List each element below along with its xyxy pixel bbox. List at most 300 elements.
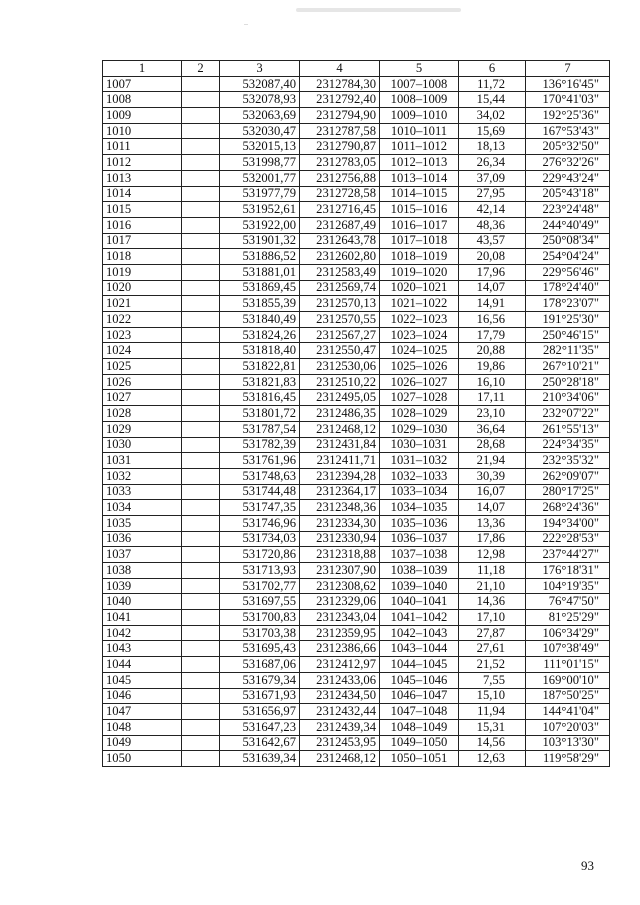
- cell-col-2: [182, 719, 220, 735]
- cell-point-number: 1042: [103, 625, 182, 641]
- cell-point-number: 1027: [103, 390, 182, 406]
- cell-length: 15,44: [459, 92, 526, 108]
- cell-length: 17,96: [459, 264, 526, 280]
- table-row: [103, 719, 610, 735]
- cell-segment: 1026–1027: [380, 374, 459, 390]
- table-row: [103, 170, 610, 186]
- cell-col-2: [182, 76, 220, 92]
- cell-bearing: 111°01'15": [526, 657, 610, 673]
- cell-y-coordinate: 2312468,12: [300, 421, 380, 437]
- cell-segment: 1044–1045: [380, 657, 459, 673]
- cell-segment: 1031–1032: [380, 453, 459, 469]
- cell-bearing: 280°17'25": [526, 484, 610, 500]
- cell-col-2: [182, 657, 220, 673]
- cell-segment: 1045–1046: [380, 672, 459, 688]
- table-row: [103, 500, 610, 516]
- cell-point-number: 1021: [103, 296, 182, 312]
- cell-segment: 1011–1012: [380, 139, 459, 155]
- cell-point-number: 1048: [103, 719, 182, 735]
- cell-point-number: 1008: [103, 92, 182, 108]
- cell-bearing: 187°50'25": [526, 688, 610, 704]
- cell-length: 12,98: [459, 547, 526, 563]
- cell-col-2: [182, 92, 220, 108]
- table-row: [103, 327, 610, 343]
- cell-length: 14,91: [459, 296, 526, 312]
- cell-point-number: 1015: [103, 202, 182, 218]
- cell-bearing: 107°38'49": [526, 641, 610, 657]
- cell-y-coordinate: 2312364,17: [300, 484, 380, 500]
- cell-y-coordinate: 2312583,49: [300, 264, 380, 280]
- cell-col-2: [182, 468, 220, 484]
- cell-point-number: 1012: [103, 155, 182, 171]
- cell-point-number: 1025: [103, 359, 182, 375]
- table-row: [103, 359, 610, 375]
- cell-length: 23,10: [459, 406, 526, 422]
- cell-length: 20,08: [459, 249, 526, 265]
- cell-x-coordinate: 531840,49: [220, 312, 300, 328]
- cell-x-coordinate: 531713,93: [220, 563, 300, 579]
- cell-segment: 1033–1034: [380, 484, 459, 500]
- cell-col-2: [182, 359, 220, 375]
- cell-point-number: 1016: [103, 217, 182, 233]
- cell-col-2: [182, 688, 220, 704]
- cell-point-number: 1022: [103, 312, 182, 328]
- cell-length: 21,94: [459, 453, 526, 469]
- cell-length: 30,39: [459, 468, 526, 484]
- cell-length: 48,36: [459, 217, 526, 233]
- cell-y-coordinate: 2312570,55: [300, 312, 380, 328]
- cell-length: 27,95: [459, 186, 526, 202]
- cell-col-2: [182, 515, 220, 531]
- cell-segment: 1009–1010: [380, 108, 459, 124]
- cell-bearing: 170°41'03": [526, 92, 610, 108]
- cell-point-number: 1034: [103, 500, 182, 516]
- cell-x-coordinate: 531679,34: [220, 672, 300, 688]
- cell-length: 37,09: [459, 170, 526, 186]
- cell-y-coordinate: 2312468,12: [300, 751, 380, 767]
- cell-length: 16,56: [459, 312, 526, 328]
- cell-y-coordinate: 2312602,80: [300, 249, 380, 265]
- cell-y-coordinate: 2312550,47: [300, 343, 380, 359]
- cell-y-coordinate: 2312359,95: [300, 625, 380, 641]
- cell-length: 17,79: [459, 327, 526, 343]
- cell-y-coordinate: 2312567,27: [300, 327, 380, 343]
- cell-x-coordinate: 531744,48: [220, 484, 300, 500]
- cell-segment: 1048–1049: [380, 719, 459, 735]
- cell-bearing: 178°24'40": [526, 280, 610, 296]
- cell-y-coordinate: 2312643,78: [300, 233, 380, 249]
- table-row: [103, 139, 610, 155]
- cell-bearing: 229°56'46": [526, 264, 610, 280]
- cell-y-coordinate: 2312343,04: [300, 610, 380, 626]
- cell-point-number: 1039: [103, 578, 182, 594]
- cell-segment: 1039–1040: [380, 578, 459, 594]
- cell-bearing: 254°04'24": [526, 249, 610, 265]
- cell-x-coordinate: 531821,83: [220, 374, 300, 390]
- cell-x-coordinate: 531697,55: [220, 594, 300, 610]
- cell-bearing: 276°32'26": [526, 155, 610, 171]
- cell-y-coordinate: 2312412,97: [300, 657, 380, 673]
- cell-point-number: 1029: [103, 421, 182, 437]
- cell-bearing: 224°34'35": [526, 437, 610, 453]
- cell-segment: 1041–1042: [380, 610, 459, 626]
- table-row: [103, 594, 610, 610]
- table-row: [103, 610, 610, 626]
- cell-bearing: 119°58'29": [526, 751, 610, 767]
- cell-y-coordinate: 2312569,74: [300, 280, 380, 296]
- cell-bearing: 178°23'07": [526, 296, 610, 312]
- cell-bearing: 232°07'22": [526, 406, 610, 422]
- cell-col-2: [182, 123, 220, 139]
- cell-length: 21,10: [459, 578, 526, 594]
- cell-col-2: [182, 108, 220, 124]
- cell-length: 13,36: [459, 515, 526, 531]
- cell-x-coordinate: 531869,45: [220, 280, 300, 296]
- table-header-row: [103, 61, 610, 77]
- cell-bearing: 107°20'03": [526, 719, 610, 735]
- cell-y-coordinate: 2312432,44: [300, 704, 380, 720]
- cell-y-coordinate: 2312411,71: [300, 453, 380, 469]
- cell-point-number: 1019: [103, 264, 182, 280]
- cell-x-coordinate: 531702,77: [220, 578, 300, 594]
- cell-length: 20,88: [459, 343, 526, 359]
- cell-length: 7,55: [459, 672, 526, 688]
- cell-col-2: [182, 704, 220, 720]
- table-row: [103, 735, 610, 751]
- cell-point-number: 1018: [103, 249, 182, 265]
- cell-length: 17,11: [459, 390, 526, 406]
- cell-segment: 1012–1013: [380, 155, 459, 171]
- cell-y-coordinate: 2312495,05: [300, 390, 380, 406]
- table-body: [103, 76, 610, 766]
- cell-length: 15,10: [459, 688, 526, 704]
- cell-x-coordinate: 532001,77: [220, 170, 300, 186]
- cell-point-number: 1023: [103, 327, 182, 343]
- cell-point-number: 1044: [103, 657, 182, 673]
- cell-col-2: [182, 453, 220, 469]
- cell-col-2: [182, 390, 220, 406]
- cell-col-2: [182, 233, 220, 249]
- cell-y-coordinate: 2312486,35: [300, 406, 380, 422]
- cell-segment: 1029–1030: [380, 421, 459, 437]
- cell-bearing: 205°43'18": [526, 186, 610, 202]
- cell-col-2: [182, 264, 220, 280]
- cell-bearing: 244°40'49": [526, 217, 610, 233]
- cell-point-number: 1020: [103, 280, 182, 296]
- cell-point-number: 1040: [103, 594, 182, 610]
- cell-y-coordinate: 2312308,62: [300, 578, 380, 594]
- cell-length: 28,68: [459, 437, 526, 453]
- cell-point-number: 1028: [103, 406, 182, 422]
- cell-col-2: [182, 437, 220, 453]
- cell-point-number: 1010: [103, 123, 182, 139]
- cell-bearing: 268°24'36": [526, 500, 610, 516]
- cell-segment: 1013–1014: [380, 170, 459, 186]
- cell-x-coordinate: 532087,40: [220, 76, 300, 92]
- table-row: [103, 280, 610, 296]
- cell-length: 11,18: [459, 563, 526, 579]
- cell-col-2: [182, 625, 220, 641]
- page-number: 93: [581, 858, 594, 873]
- cell-y-coordinate: 2312716,45: [300, 202, 380, 218]
- cell-x-coordinate: 531822,81: [220, 359, 300, 375]
- cell-col-2: [182, 735, 220, 751]
- cell-col-2: [182, 249, 220, 265]
- cell-y-coordinate: 2312728,58: [300, 186, 380, 202]
- cell-y-coordinate: 2312784,30: [300, 76, 380, 92]
- table-row: [103, 468, 610, 484]
- cell-x-coordinate: 531824,26: [220, 327, 300, 343]
- table-row: [103, 202, 610, 218]
- cell-x-coordinate: 531922,00: [220, 217, 300, 233]
- cell-y-coordinate: 2312453,95: [300, 735, 380, 751]
- table-row: [103, 547, 610, 563]
- cell-x-coordinate: 531639,34: [220, 751, 300, 767]
- cell-bearing: 194°34'00": [526, 515, 610, 531]
- cell-bearing: 205°32'50": [526, 139, 610, 155]
- cell-length: 14,36: [459, 594, 526, 610]
- cell-segment: 1049–1050: [380, 735, 459, 751]
- cell-segment: 1040–1041: [380, 594, 459, 610]
- cell-bearing: 176°18'31": [526, 563, 610, 579]
- cell-col-2: [182, 202, 220, 218]
- cell-bearing: 261°55'13": [526, 421, 610, 437]
- cell-segment: 1042–1043: [380, 625, 459, 641]
- cell-bearing: 106°34'29": [526, 625, 610, 641]
- cell-length: 11,72: [459, 76, 526, 92]
- cell-x-coordinate: 532063,69: [220, 108, 300, 124]
- cell-length: 27,87: [459, 625, 526, 641]
- cell-point-number: 1047: [103, 704, 182, 720]
- cell-col-2: [182, 531, 220, 547]
- cell-bearing: 223°24'48": [526, 202, 610, 218]
- cell-x-coordinate: 531977,79: [220, 186, 300, 202]
- cell-segment: 1046–1047: [380, 688, 459, 704]
- header-col-4: 4: [300, 61, 380, 77]
- cell-length: 42,14: [459, 202, 526, 218]
- cell-x-coordinate: 531734,03: [220, 531, 300, 547]
- cell-length: 18,13: [459, 139, 526, 155]
- cell-point-number: 1035: [103, 515, 182, 531]
- header-col-7: 7: [526, 61, 610, 77]
- cell-segment: 1015–1016: [380, 202, 459, 218]
- cell-x-coordinate: 531998,77: [220, 155, 300, 171]
- cell-col-2: [182, 594, 220, 610]
- cell-bearing: 76°47'50": [526, 594, 610, 610]
- table-row: [103, 374, 610, 390]
- cell-bearing: 103°13'30": [526, 735, 610, 751]
- cell-length: 12,63: [459, 751, 526, 767]
- cell-x-coordinate: 531642,67: [220, 735, 300, 751]
- cell-segment: 1020–1021: [380, 280, 459, 296]
- table-row: [103, 123, 610, 139]
- cell-segment: 1021–1022: [380, 296, 459, 312]
- cell-length: 16,07: [459, 484, 526, 500]
- cell-bearing: 229°43'24": [526, 170, 610, 186]
- cell-length: 19,86: [459, 359, 526, 375]
- cell-bearing: 262°09'07": [526, 468, 610, 484]
- cell-point-number: 1026: [103, 374, 182, 390]
- cell-bearing: 210°34'06": [526, 390, 610, 406]
- table-row: [103, 186, 610, 202]
- cell-bearing: 104°19'35": [526, 578, 610, 594]
- cell-col-2: [182, 374, 220, 390]
- cell-y-coordinate: 2312687,49: [300, 217, 380, 233]
- cell-y-coordinate: 2312790,87: [300, 139, 380, 155]
- cell-col-2: [182, 155, 220, 171]
- cell-x-coordinate: 531720,86: [220, 547, 300, 563]
- cell-length: 15,31: [459, 719, 526, 735]
- header-smudge: [296, 8, 461, 12]
- cell-bearing: 250°08'34": [526, 233, 610, 249]
- cell-y-coordinate: 2312783,05: [300, 155, 380, 171]
- cell-x-coordinate: 531671,93: [220, 688, 300, 704]
- cell-col-2: [182, 641, 220, 657]
- cell-length: 36,64: [459, 421, 526, 437]
- cell-point-number: 1032: [103, 468, 182, 484]
- cell-length: 14,07: [459, 280, 526, 296]
- header-col-2: 2: [182, 61, 220, 77]
- cell-x-coordinate: 531901,32: [220, 233, 300, 249]
- cell-col-2: [182, 170, 220, 186]
- table-row: [103, 233, 610, 249]
- cell-x-coordinate: 531687,06: [220, 657, 300, 673]
- table-row: [103, 515, 610, 531]
- cell-col-2: [182, 406, 220, 422]
- cell-point-number: 1030: [103, 437, 182, 453]
- cell-bearing: 167°53'43": [526, 123, 610, 139]
- cell-x-coordinate: 531747,35: [220, 500, 300, 516]
- cell-point-number: 1037: [103, 547, 182, 563]
- cell-bearing: 169°00'10": [526, 672, 610, 688]
- table-row: [103, 108, 610, 124]
- cell-y-coordinate: 2312787,58: [300, 123, 380, 139]
- cell-x-coordinate: 531787,54: [220, 421, 300, 437]
- table-row: [103, 343, 610, 359]
- cell-segment: 1022–1023: [380, 312, 459, 328]
- cell-point-number: 1043: [103, 641, 182, 657]
- cell-y-coordinate: 2312434,50: [300, 688, 380, 704]
- cell-segment: 1010–1011: [380, 123, 459, 139]
- cell-x-coordinate: 531816,45: [220, 390, 300, 406]
- cell-y-coordinate: 2312348,36: [300, 500, 380, 516]
- table-row: [103, 437, 610, 453]
- cell-col-2: [182, 610, 220, 626]
- cell-length: 16,10: [459, 374, 526, 390]
- cell-bearing: 237°44'27": [526, 547, 610, 563]
- cell-col-2: [182, 484, 220, 500]
- table-row: [103, 625, 610, 641]
- cell-segment: 1019–1020: [380, 264, 459, 280]
- cell-col-2: [182, 139, 220, 155]
- cell-length: 27,61: [459, 641, 526, 657]
- table-row: [103, 390, 610, 406]
- cell-x-coordinate: 531647,23: [220, 719, 300, 735]
- cell-y-coordinate: 2312510,22: [300, 374, 380, 390]
- cell-segment: 1030–1031: [380, 437, 459, 453]
- cell-point-number: 1009: [103, 108, 182, 124]
- table-row: [103, 406, 610, 422]
- cell-segment: 1008–1009: [380, 92, 459, 108]
- cell-segment: 1050–1051: [380, 751, 459, 767]
- cell-length: 17,86: [459, 531, 526, 547]
- cell-length: 26,34: [459, 155, 526, 171]
- table-row: [103, 296, 610, 312]
- table-row: [103, 217, 610, 233]
- cell-x-coordinate: 531748,63: [220, 468, 300, 484]
- cell-length: 21,52: [459, 657, 526, 673]
- cell-point-number: 1024: [103, 343, 182, 359]
- cell-segment: 1032–1033: [380, 468, 459, 484]
- cell-bearing: 267°10'21": [526, 359, 610, 375]
- header-col-5: 5: [380, 61, 459, 77]
- table-row: [103, 484, 610, 500]
- table-row: [103, 531, 610, 547]
- cell-col-2: [182, 672, 220, 688]
- table-row: [103, 704, 610, 720]
- cell-x-coordinate: 531761,96: [220, 453, 300, 469]
- cell-x-coordinate: 531656,97: [220, 704, 300, 720]
- cell-x-coordinate: 531700,83: [220, 610, 300, 626]
- header-col-6: 6: [459, 61, 526, 77]
- cell-bearing: 136°16'45": [526, 76, 610, 92]
- cell-y-coordinate: 2312330,94: [300, 531, 380, 547]
- table-row: [103, 657, 610, 673]
- cell-bearing: 250°28'18": [526, 374, 610, 390]
- cell-point-number: 1038: [103, 563, 182, 579]
- cell-x-coordinate: 531703,38: [220, 625, 300, 641]
- cell-y-coordinate: 2312792,40: [300, 92, 380, 108]
- cell-y-coordinate: 2312530,06: [300, 359, 380, 375]
- cell-segment: 1047–1048: [380, 704, 459, 720]
- cell-length: 14,56: [459, 735, 526, 751]
- table-row: [103, 453, 610, 469]
- cell-x-coordinate: 531855,39: [220, 296, 300, 312]
- cell-bearing: 250°46'15": [526, 327, 610, 343]
- cell-point-number: 1036: [103, 531, 182, 547]
- cell-segment: 1028–1029: [380, 406, 459, 422]
- cell-col-2: [182, 296, 220, 312]
- cell-segment: 1023–1024: [380, 327, 459, 343]
- scan-speck: [244, 24, 248, 25]
- cell-segment: 1034–1035: [380, 500, 459, 516]
- table-row: [103, 92, 610, 108]
- table-row: [103, 249, 610, 265]
- cell-bearing: 191°25'30": [526, 312, 610, 328]
- cell-segment: 1025–1026: [380, 359, 459, 375]
- cell-length: 17,10: [459, 610, 526, 626]
- cell-length: 34,02: [459, 108, 526, 124]
- cell-segment: 1014–1015: [380, 186, 459, 202]
- cell-bearing: 144°41'04": [526, 704, 610, 720]
- cell-y-coordinate: 2312433,06: [300, 672, 380, 688]
- table-row: [103, 751, 610, 767]
- cell-segment: 1027–1028: [380, 390, 459, 406]
- table-row: [103, 312, 610, 328]
- cell-x-coordinate: 531818,40: [220, 343, 300, 359]
- cell-segment: 1036–1037: [380, 531, 459, 547]
- cell-segment: 1018–1019: [380, 249, 459, 265]
- cell-y-coordinate: 2312307,90: [300, 563, 380, 579]
- cell-col-2: [182, 280, 220, 296]
- cell-segment: 1038–1039: [380, 563, 459, 579]
- cell-point-number: 1007: [103, 76, 182, 92]
- cell-bearing: 282°11'35": [526, 343, 610, 359]
- table-row: [103, 421, 610, 437]
- cell-segment: 1016–1017: [380, 217, 459, 233]
- cell-length: 11,94: [459, 704, 526, 720]
- cell-point-number: 1013: [103, 170, 182, 186]
